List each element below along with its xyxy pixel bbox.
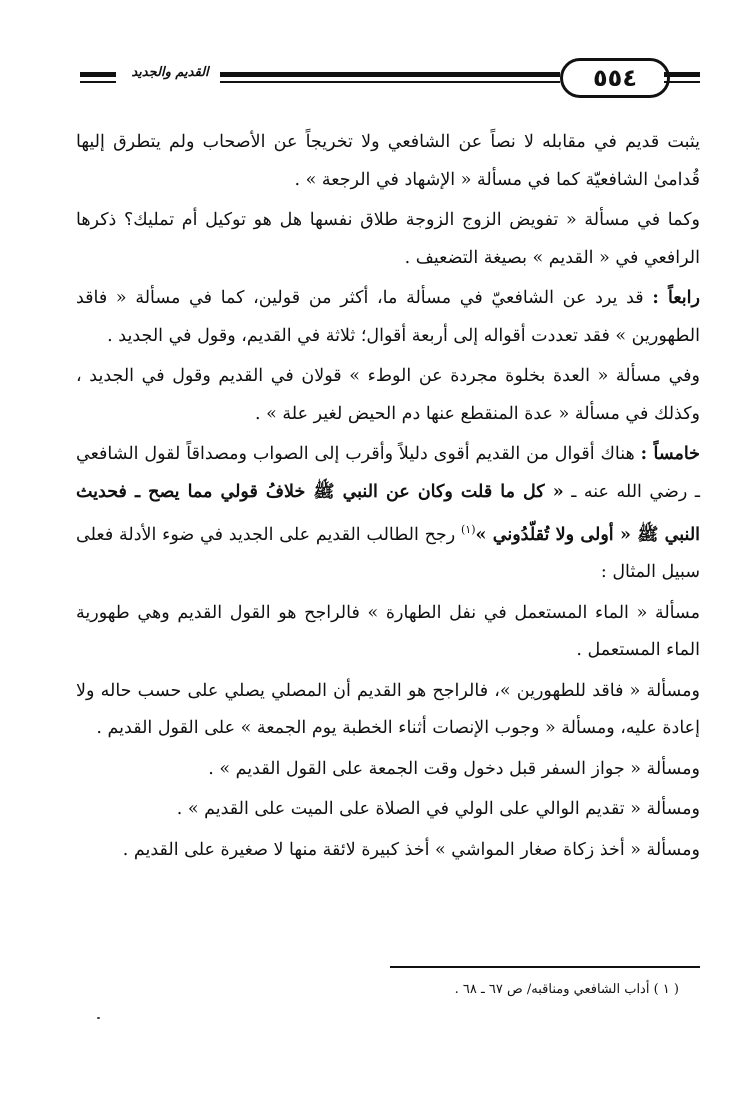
running-title: القديم والجديد (131, 65, 209, 80)
paragraph-text: مسألة « الماء المستعمل في نفل الطهارة » فالراجح هو القول القديم وهي طهورية الماء المستعمل . (76, 602, 700, 661)
header-rule-left (80, 72, 116, 77)
page-number-badge (560, 58, 670, 98)
paragraph-9 (76, 791, 700, 829)
header-rule-right (664, 72, 700, 77)
paragraph-text: قد يرد عن الشافعيّ في مسألة ما، أكثر من قولين، كما في مسألة « فاقد الطهورين » فقد تعددت أقواله إلى أربعة أقوال؛ ثلاثة في القديم، وقول في الجديد . (76, 288, 700, 346)
paragraph-text: ومسألة « فاقد للطهورين »، فالراجح هو القديم أن المصلي يصلي على حسب حاله ولا إعادة عليه، ومسألة « وجوب الإنصات أثناء الخطبة يوم الجمعة » على القول القديم . (76, 680, 700, 739)
paragraph-text: ومسألة « تقديم الوالي على الولي في الصلاة على الميت على القديم » . (176, 799, 700, 820)
scan-speck (97, 1017, 100, 1019)
paragraph-lead: خامساً : (640, 444, 700, 464)
quoted-saying: « كل ما قلت وكان عن النبي ﷺ خلافُ قولي مما يصح ـ فحديث النبي ﷺ « أولى ولا تُقلّدُوني » (76, 481, 701, 545)
paragraph-10 (76, 832, 700, 870)
paragraph-text: رجح الطالب القديم على الجديد في ضوء الأدلة فعلى سبيل المثال : (76, 524, 700, 583)
paragraph-text: يثبت قديم في مقابله لا نصاً عن الشافعي ولا تخريجاً عن الأصحاب ولم يتطرق إليها قُدامىٰ الشافعيّة كما في مسألة « الإشهاد في الرجعة » . (76, 132, 700, 190)
body-text (76, 124, 700, 869)
page-number: ٥٥٤ (593, 64, 637, 92)
paragraph-4 (76, 358, 700, 433)
paragraph-text: ومسألة « أخذ زكاة صغار المواشي » أخذ كبيرة لائقة منها لا صغيرة على القديم . (122, 839, 700, 860)
header-rule-left-thin (80, 81, 116, 83)
paragraph-text: وكما في مسألة « تفويض الزوج الزوجة طلاق نفسها هل هو توكيل أم تمليك؟ ذكرها الرافعي في « القديم » بصيغة التضعيف . (76, 210, 700, 268)
footnote-divider (390, 966, 700, 968)
paragraph-text: ومسألة « جواز السفر قبل دخول وقت الجمعة على القول القديم » . (208, 758, 700, 779)
paragraph-8 (76, 751, 700, 789)
header-rule-middle-thin (220, 81, 560, 83)
paragraph-text: وفي مسألة « العدة بخلوة مجردة عن الوطء » قولان في القديم وقول في الجديد ، وكذلك في مسألة « عدة المنقطع عنها دم الحيض لغير علة » . (76, 366, 700, 424)
footnote: ( ١ ) أداب الشافعي ومناقبه/ ص ٦٧ ـ ٦٨ . (454, 982, 679, 997)
paragraph-lead: رابعاً : (652, 288, 700, 308)
paragraph-text: هناك أقوال من القديم أقوى دليلاً وأقرب إلى الصواب ومصداقاً لقول الشافعي ـ رضي الله عنه ـ (76, 444, 700, 502)
paragraph-5 (76, 436, 700, 592)
paragraph-3 (76, 280, 700, 355)
page-header (80, 52, 700, 102)
paragraph-7 (76, 673, 700, 748)
paragraph-6 (76, 595, 700, 670)
paragraph-1 (76, 124, 700, 199)
paragraph-2 (76, 202, 700, 277)
header-rule-middle (220, 72, 560, 77)
header-rule-right-thin (664, 81, 700, 83)
footnote-ref[interactable]: (١) (460, 523, 476, 536)
